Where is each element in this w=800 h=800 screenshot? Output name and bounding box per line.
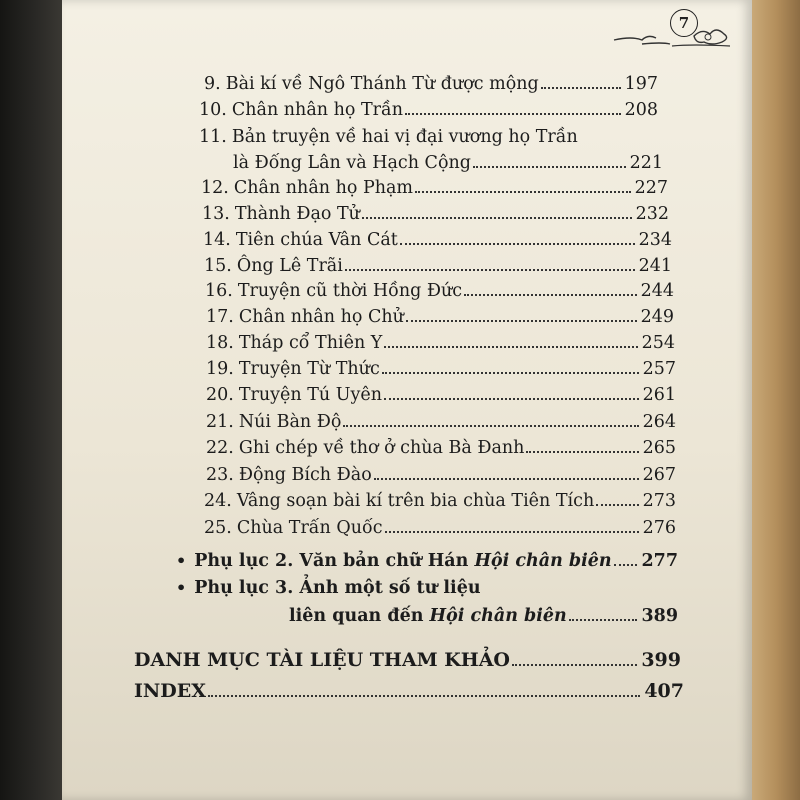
entry-number: 21. xyxy=(206,412,234,432)
appendix-3-title-line1: Phụ lục 3. Ảnh một số tư liệu xyxy=(194,578,481,598)
entry-title: Truyện Từ Thức xyxy=(238,359,380,379)
index-page: 407 xyxy=(644,680,684,702)
leader-dots xyxy=(569,619,638,621)
leader-dots xyxy=(415,191,631,193)
toc-entry xyxy=(201,178,668,198)
entry-title: Động Bích Đào xyxy=(238,465,372,485)
page-number: 7 xyxy=(670,9,698,37)
entry-page: 265 xyxy=(642,438,676,458)
toc-entry-line1 xyxy=(199,127,658,147)
book-page xyxy=(62,0,752,800)
entry-number: 18. xyxy=(206,333,234,353)
leader-dots xyxy=(362,217,632,219)
leader-dots xyxy=(464,294,637,296)
entry-number: 13. xyxy=(202,204,230,224)
entry-title: Thành Đạo Tử xyxy=(234,204,360,224)
entry-page: 208 xyxy=(624,100,658,120)
toc-entry xyxy=(204,256,672,276)
leader-dots xyxy=(382,372,639,374)
entry-title: Bài kí về Ngô Thánh Từ được mộng xyxy=(225,74,539,94)
entry-number: 11. xyxy=(199,127,227,147)
toc-entry xyxy=(206,465,676,485)
entry-title: Chân nhân họ Phạm xyxy=(233,178,414,198)
entry-number: 9. xyxy=(204,74,221,94)
entry-title: Ghi chép về thơ ở chùa Bà Đanh xyxy=(238,438,525,458)
toc-entry xyxy=(203,230,672,250)
leader-dots xyxy=(345,269,635,271)
entry-number: 16. xyxy=(205,281,233,301)
references-entry xyxy=(134,649,681,671)
toc-entry xyxy=(204,491,676,511)
leader-dots xyxy=(385,531,639,533)
entry-number: 17. xyxy=(206,307,234,327)
entry-title: Chân nhân họ Trần xyxy=(231,100,403,120)
entry-title: Chùa Trấn Quốc xyxy=(236,518,383,538)
entry-number: 23. xyxy=(206,465,234,485)
appendix-3-title-line2: liên quan đến xyxy=(289,606,430,626)
entry-page: 273 xyxy=(642,491,676,511)
entry-title-line2: là Đống Lân và Hạch Cộng xyxy=(233,153,471,173)
toc-entry xyxy=(204,74,658,94)
leader-dots xyxy=(405,113,621,115)
leader-dots xyxy=(400,243,635,245)
entry-title: Ông Lê Trãi xyxy=(236,256,343,276)
leader-dots xyxy=(526,451,638,453)
toc-entry-line2 xyxy=(233,153,663,173)
toc-entry xyxy=(199,100,658,120)
toc-entry xyxy=(202,204,669,224)
toc-entry xyxy=(204,518,676,538)
bullet: • xyxy=(176,551,187,570)
toc-entry xyxy=(206,307,674,327)
entry-page: 221 xyxy=(629,153,663,173)
entry-page: 234 xyxy=(638,230,672,250)
entry-title: Núi Bàn Độ xyxy=(238,412,342,432)
entry-page: 261 xyxy=(642,385,676,405)
entry-page: 257 xyxy=(642,359,676,379)
toc-entry xyxy=(206,412,676,432)
leader-dots xyxy=(374,478,639,480)
entry-title: Tiên chúa Vân Cát xyxy=(235,230,398,250)
leader-dots xyxy=(384,398,639,400)
references-page: 399 xyxy=(641,649,681,671)
entry-page: 244 xyxy=(640,281,674,301)
toc-entry xyxy=(205,281,674,301)
leader-dots xyxy=(512,664,637,666)
entry-title-line1: Bản truyện về hai vị đại vương họ Trần xyxy=(231,127,578,147)
index-entry xyxy=(134,680,684,702)
entry-title: Vâng soạn bài kí trên bia chùa Tiên Tích xyxy=(236,491,595,511)
appendix-3-entry-line2 xyxy=(289,606,678,626)
book-left-edge xyxy=(0,0,62,800)
leader-dots xyxy=(596,504,638,506)
entry-number: 14. xyxy=(203,230,231,250)
appendix-3-entry-line1 xyxy=(176,578,678,598)
entry-number: 10. xyxy=(199,100,227,120)
entry-page: 264 xyxy=(642,412,676,432)
leader-dots xyxy=(384,346,637,348)
leader-dots xyxy=(473,166,626,168)
appendix-3-title-italic: Hội chân biên xyxy=(429,606,567,626)
table-of-contents xyxy=(62,0,752,800)
entry-number: 22. xyxy=(206,438,234,458)
leader-dots xyxy=(208,695,640,697)
entry-page: 227 xyxy=(634,178,668,198)
entry-title: Truyện cũ thời Hồng Đức xyxy=(237,281,463,301)
entry-page: 241 xyxy=(638,256,672,276)
appendix-2-page: 277 xyxy=(641,551,678,571)
toc-entry xyxy=(206,359,676,379)
toc-entry xyxy=(206,438,676,458)
toc-entry xyxy=(206,385,676,405)
entry-page: 197 xyxy=(624,74,658,94)
index-title: INDEX xyxy=(134,680,206,702)
appendix-2-title-italic: Hội chân biên xyxy=(474,551,612,571)
book-right-edge xyxy=(752,0,800,800)
leader-dots xyxy=(614,564,638,566)
entry-number: 15. xyxy=(204,256,232,276)
entry-page: 276 xyxy=(642,518,676,538)
entry-number: 19. xyxy=(206,359,234,379)
leader-dots xyxy=(343,425,638,427)
entry-title: Truyện Tú Uyên xyxy=(238,385,382,405)
entry-title: Chân nhân họ Chử xyxy=(238,307,404,327)
toc-entry xyxy=(206,333,675,353)
entry-page: 249 xyxy=(640,307,674,327)
appendix-2-title: Phụ lục 2. Văn bản chữ Hán xyxy=(194,551,475,571)
entry-page: 267 xyxy=(642,465,676,485)
bullet: • xyxy=(176,578,187,597)
entry-page: 254 xyxy=(641,333,675,353)
entry-number: 20. xyxy=(206,385,234,405)
entry-number: 12. xyxy=(201,178,229,198)
appendix-2-entry xyxy=(176,551,678,571)
references-title: DANH MỤC TÀI LIỆU THAM KHẢO xyxy=(134,649,510,671)
entry-title: Tháp cổ Thiên Y xyxy=(238,333,383,353)
appendix-3-page: 389 xyxy=(641,606,678,626)
entry-page: 232 xyxy=(635,204,669,224)
leader-dots xyxy=(406,320,637,322)
leader-dots xyxy=(541,87,621,89)
entry-number: 25. xyxy=(204,518,232,538)
entry-number: 24. xyxy=(204,491,232,511)
